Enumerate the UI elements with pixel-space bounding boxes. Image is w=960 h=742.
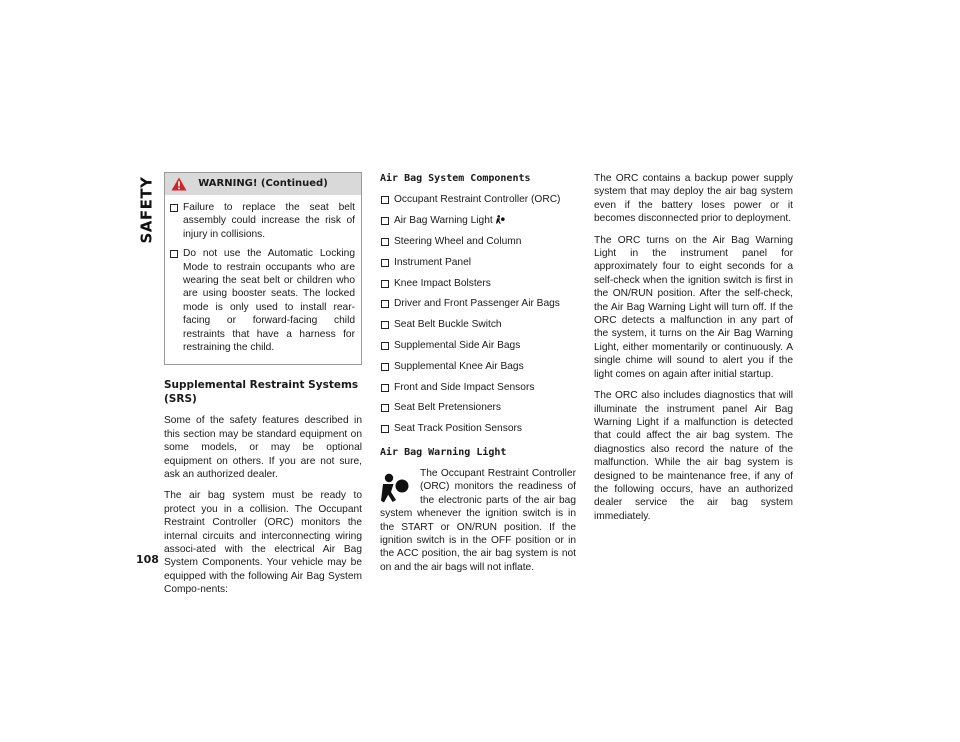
list-item: Seat Belt Pretensioners [380, 401, 576, 414]
checkbox-bullet-icon [170, 250, 178, 258]
checkbox-bullet-icon [381, 238, 389, 246]
list-item: Supplemental Knee Air Bags [380, 360, 576, 373]
warning-box [164, 172, 362, 365]
checkbox-bullet-icon [381, 300, 389, 308]
components-heading: Air Bag System Components [380, 173, 531, 184]
warning-header [165, 173, 361, 195]
warning-title: WARNING! (Continued) [198, 178, 328, 190]
checkbox-bullet-icon [381, 404, 389, 412]
column-2 [380, 172, 576, 574]
page-number: 108 [136, 553, 159, 566]
list-item: Air Bag Warning Light [380, 214, 576, 227]
list-item: Supplemental Side Air Bags [380, 339, 576, 352]
column-1 [164, 172, 362, 605]
list-item: Instrument Panel [380, 256, 576, 269]
orc-paragraph: The ORC turns on the Air Bag Warning Light in the instrument panel for approximately four to eight seconds for a self-check when the ignition switch is first in the ON/RUN position. After the self-check, the Air Bag Warning Light will turn off. If the ORC detects a malfunction in any part of the system, it turns on the Air Bag Warning Light, either momentarily or continuously. A single chime will sound to alert you if the light comes on again after initial startup. [594, 234, 793, 380]
air-bag-warning-icon [496, 215, 505, 224]
checkbox-bullet-icon [381, 342, 389, 350]
checkbox-bullet-icon [381, 196, 389, 204]
checkbox-bullet-icon [381, 280, 389, 288]
warning-light-heading: Air Bag Warning Light [380, 446, 507, 458]
checkbox-bullet-icon [170, 204, 178, 212]
air-bag-indicator-icon [380, 473, 410, 505]
list-item: Seat Track Position Sensors [380, 422, 576, 435]
checkbox-bullet-icon [381, 321, 389, 329]
components-list [380, 193, 576, 435]
warning-item: Failure to replace the seat belt assembly could increase the risk of injury in collisions. [169, 201, 355, 241]
srs-heading: Supplemental Restraint Systems (SRS) [164, 379, 359, 405]
section-tab-label: SAFETY [137, 176, 155, 244]
warning-light-paragraph: The Occupant Restraint Controller (ORC) monitors the readiness of the electronic parts of the air bag system whenever the ignition switch is in the START or ON/RUN position. If the ignition switch is in the OFF position or in the ACC position, the air bag system is not on and the air bags will not inflate. [380, 467, 576, 573]
warning-item: Do not use the Automatic Locking Mode to restrain occupants who are wearing the seat belt or children who are using booster seats. The locked mode is only used to install rear-facing or forward-facing child restraints that have a harness for restraining the child. [169, 247, 355, 354]
list-item: Knee Impact Bolsters [380, 277, 576, 290]
list-item: Seat Belt Buckle Switch [380, 318, 576, 331]
checkbox-bullet-icon [381, 425, 389, 433]
column-3 [594, 172, 793, 531]
list-item: Steering Wheel and Column [380, 235, 576, 248]
srs-paragraph: The air bag system must be ready to protect you in a collision. The Occupant Restraint Controller (ORC) monitors the internal circuits and interconnecting wiring associ-ated with the electrical Air Bag System Components. Your vehicle may be equipped with the following Air Bag System Compo-nents: [164, 490, 362, 596]
list-item: Driver and Front Passenger Air Bags [380, 297, 576, 310]
checkbox-bullet-icon [381, 384, 389, 392]
checkbox-bullet-icon [381, 363, 389, 371]
list-item: Front and Side Impact Sensors [380, 381, 576, 394]
srs-paragraph: Some of the safety features described in this section may be standard equipment on some models, or may be optional equipment on others. If you are not sure, ask an authorized dealer. [164, 415, 362, 480]
section-tab [136, 174, 156, 246]
checkbox-bullet-icon [381, 217, 389, 225]
checkbox-bullet-icon [381, 259, 389, 267]
warning-body [165, 195, 361, 364]
list-item: Occupant Restraint Controller (ORC) [380, 193, 576, 206]
orc-paragraph: The ORC contains a backup power supply system that may deploy the air bag system even if the battery loses power or it becomes disconnected prior to deployment. [594, 173, 793, 225]
warning-triangle-icon [171, 177, 187, 191]
orc-paragraph: The ORC also includes diagnostics that will illuminate the instrument panel Air Bag Warning Light if a malfunction is detected that could affect the air bag system. The diagnostics also record the nature of the malfunction. While the air bag system is designed to be maintenance free, if any of the following occurs, have an authorized dealer service the air bag system immediately. [594, 390, 793, 522]
